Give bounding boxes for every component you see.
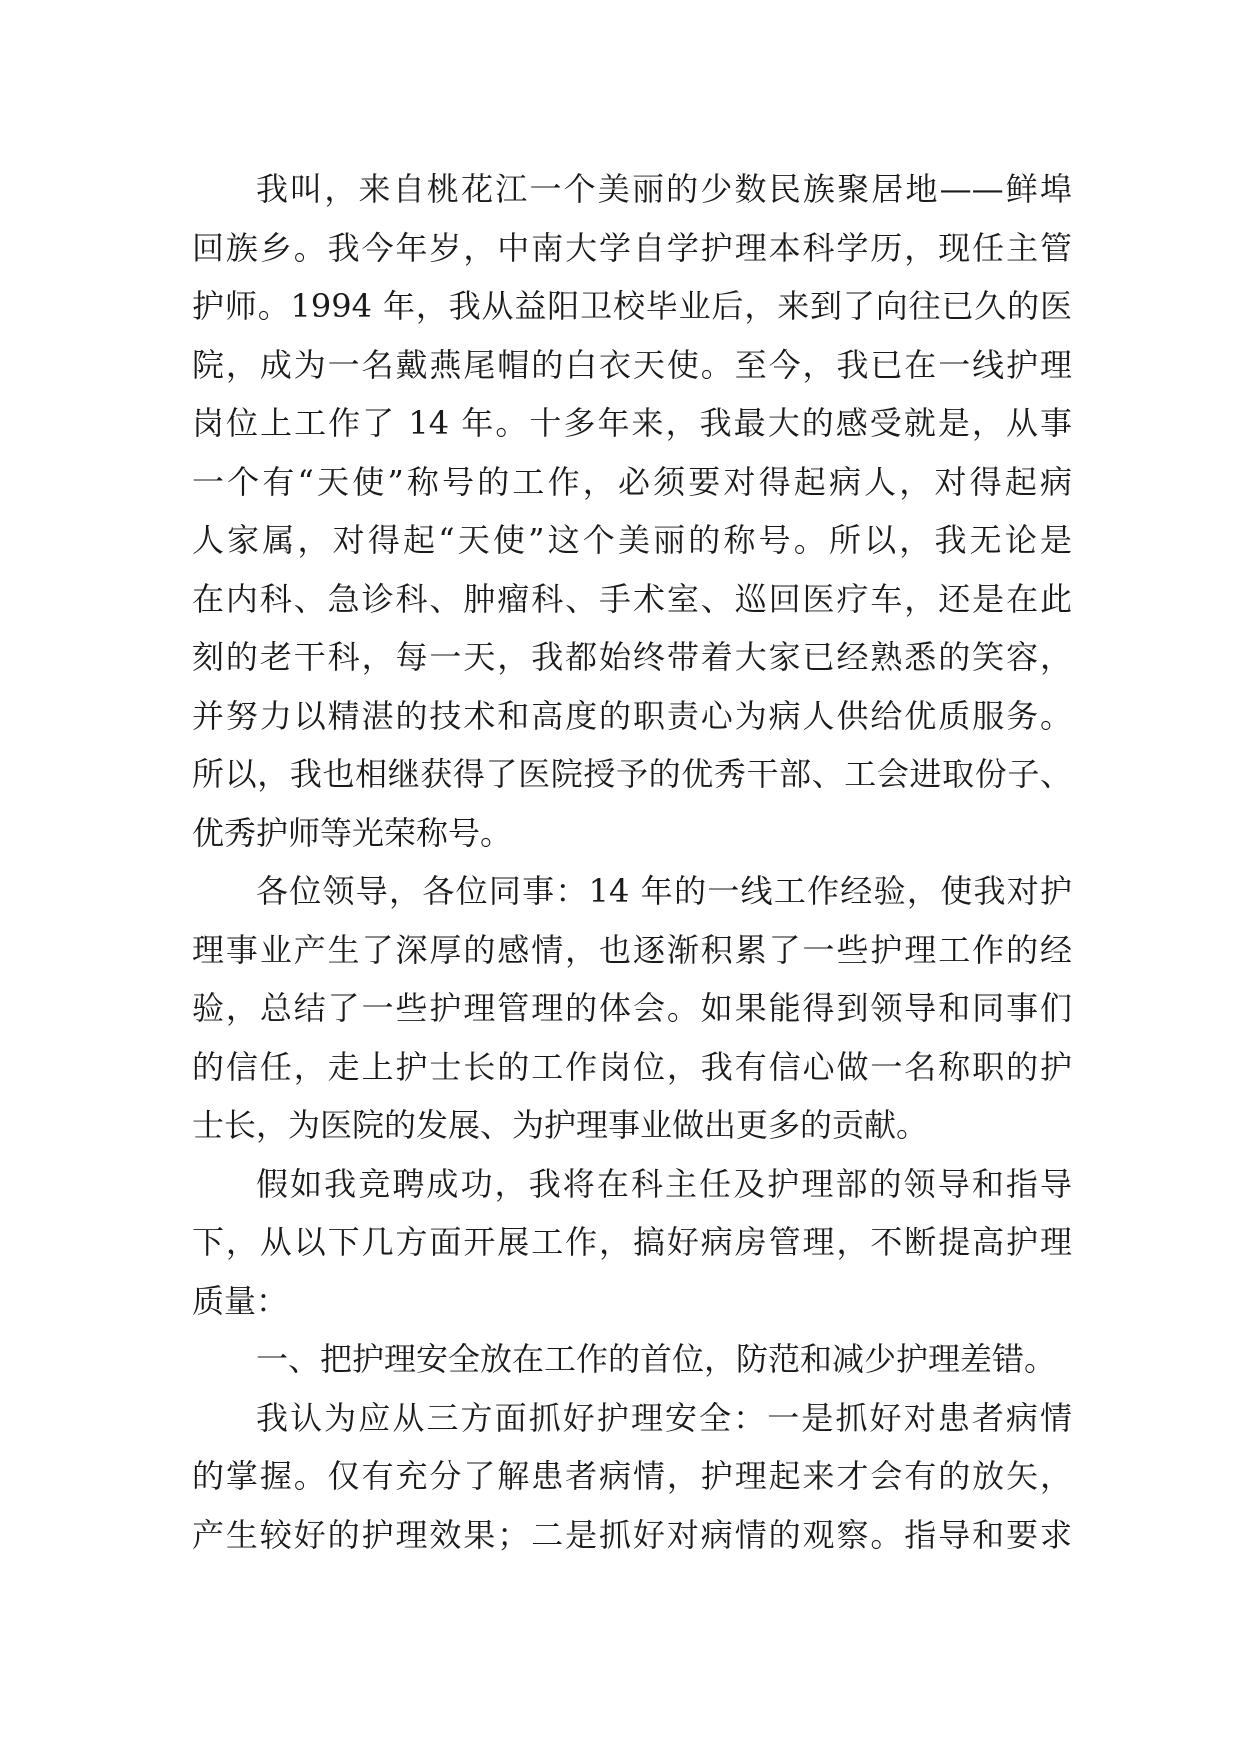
text-line: 一个有“天使”称号的工作，必须要对得起病人，对得起病 [192,462,1072,501]
text-line: 优秀护师等光荣称号。 [192,813,513,852]
paragraph-heading-one [192,1330,1072,1389]
text-line: 产生较好的护理效果；二是抓好对病情的观察。指导和要求 [192,1515,1072,1554]
text-line: 下，从以下几方面开展工作，搞好病房管理，不断提高护理 [192,1223,1072,1261]
text-line: 士长，为医院的发展、为护理事业做出更多的贡献。 [192,1106,929,1144]
section-heading: 一、把护理安全放在工作的首位，防范和减少护理差错。 [256,1340,1057,1378]
text-line: 假如我竞聘成功，我将在科主任及护理部的领导和指导 [256,1164,1072,1203]
text-line: 理事业产生了深厚的感情，也逐渐积累了一些护理工作的经 [192,930,1072,969]
text-line: 各位领导，各位同事：14 年的一线工作经验，使我对护 [256,872,1072,910]
text-line: 护师。1994 年，我从益阳卫校毕业后，来到了向往已久的医 [192,287,1072,325]
text-line: 回族乡。我今年岁，中南大学自学护理本科学历，现任主管 [192,228,1072,267]
text-line: 刻的老干科，每一天，我都始终带着大家已经熟悉的笑容， [192,638,1072,676]
text-line: 所以，我也相继获得了医院授予的优秀干部、工会进取份子、 [192,755,1072,793]
text-line: 的掌握。仅有充分了解患者病情，护理起来才会有的放矢， [192,1457,1072,1495]
text-line: 我叫，来自桃花江一个美丽的少数民族聚居地——鲜埠 [256,170,1072,208]
text-line: 的信任，走上护士长的工作岗位，我有信心做一名称职的护 [192,1047,1072,1086]
text-line: 并努力以精湛的技术和高度的职责心为病人供给优质服务。 [192,696,1072,735]
text-line: 岗位上工作了 14 年。十多年来，我最大的感受就是，从事 [192,404,1072,442]
paragraph-introduction [192,160,1072,862]
text-line: 验，总结了一些护理管理的体会。如果能得到领导和同事们 [192,989,1072,1027]
text-line: 人家属，对得起“天使”这个美丽的称号。所以，我无论是 [192,521,1072,559]
document-body [192,160,1072,1564]
paragraph-address [192,862,1072,1155]
text-line: 在内科、急诊科、肿瘤科、手术室、巡回医疗车，还是在此 [192,579,1072,618]
text-line: 院，成为一名戴燕尾帽的白衣天使。至今，我已在一线护理 [192,345,1072,384]
text-line: 我认为应从三方面抓好护理安全：一是抓好对患者病情 [256,1398,1072,1437]
paragraph-safety [192,1389,1072,1565]
text-line: 质量： [192,1281,289,1320]
paragraph-plan-intro [192,1155,1072,1331]
